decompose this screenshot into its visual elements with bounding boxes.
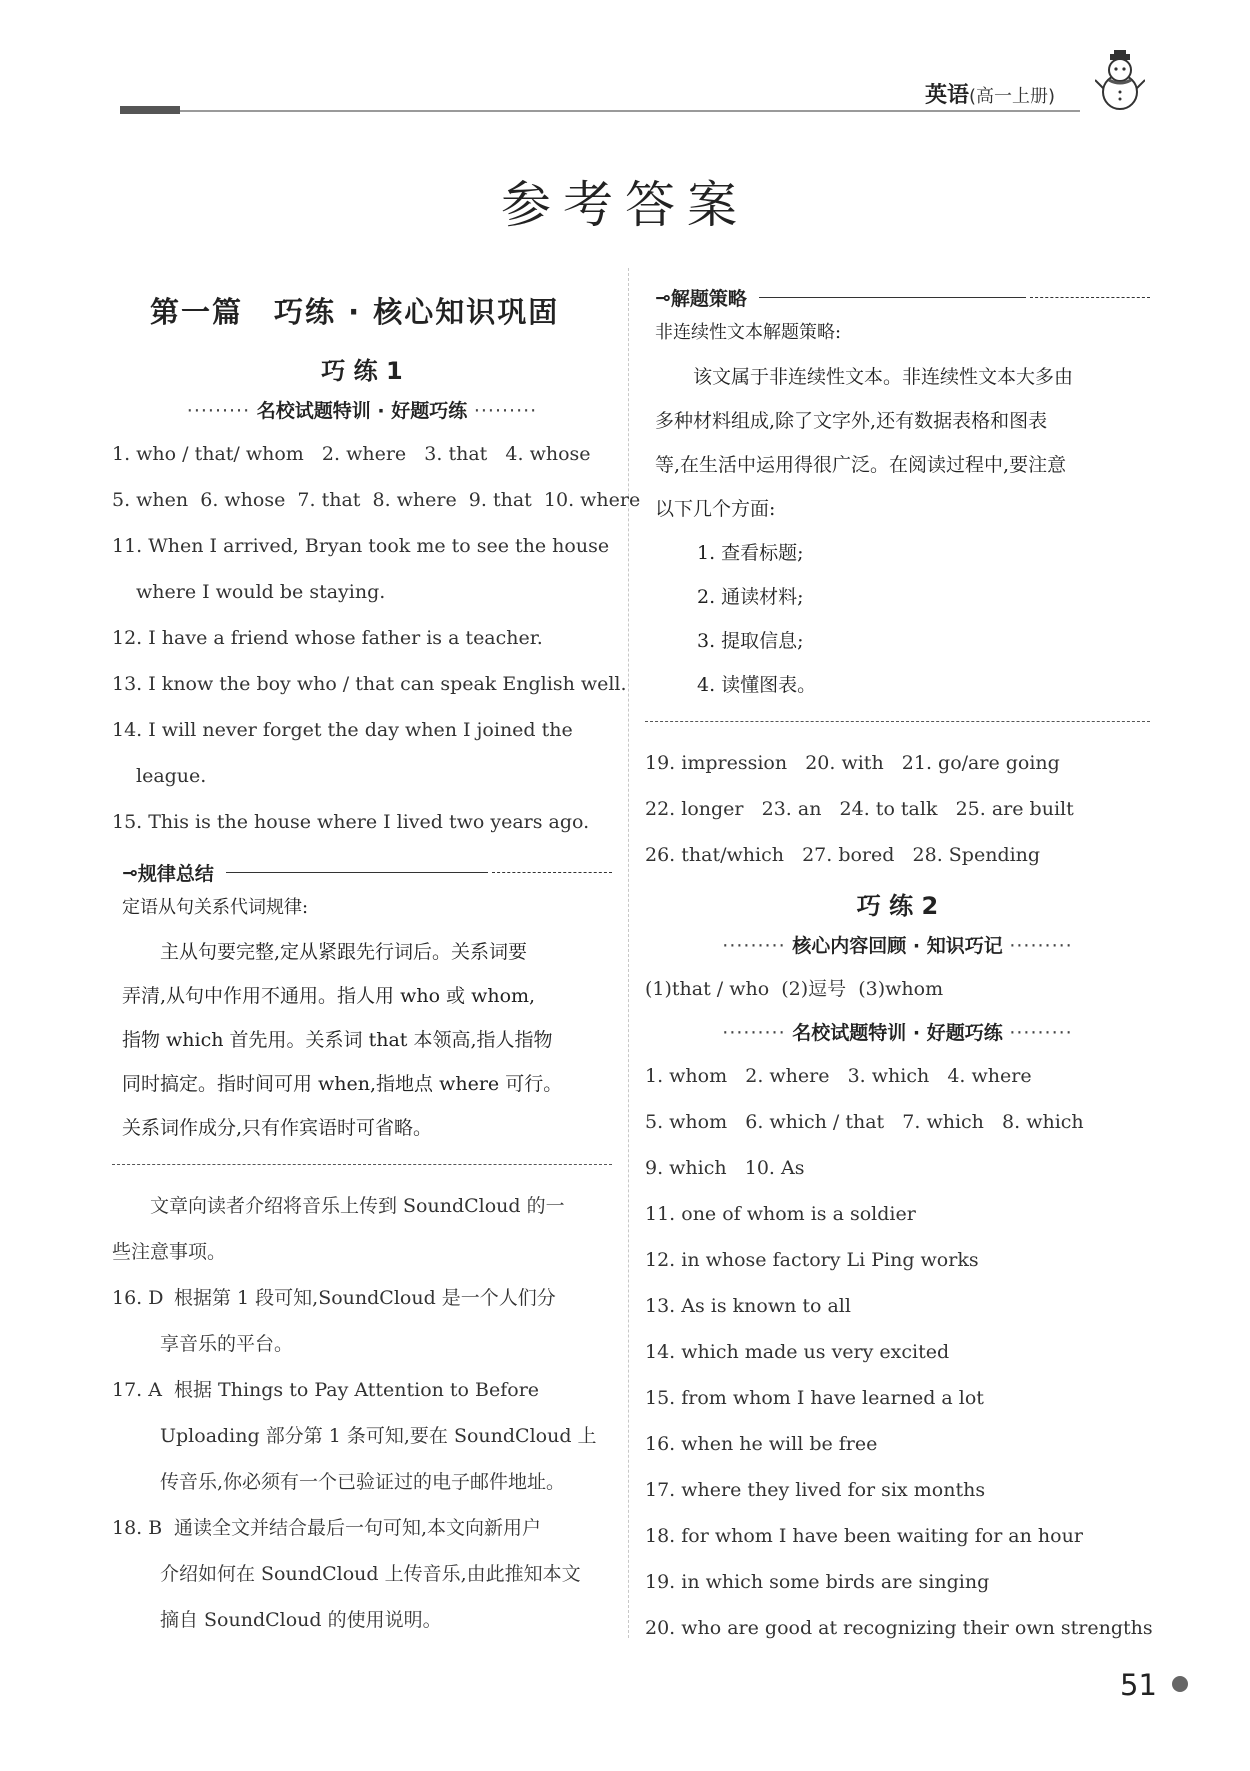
box-marker-icon: ⊸ bbox=[655, 286, 671, 309]
left-column bbox=[112, 285, 641, 1643]
answer-row: 5. whom 6. which / that 7. which 8. which bbox=[645, 1111, 1084, 1133]
box-marker-icon: ⊸ bbox=[122, 861, 138, 884]
column-divider bbox=[628, 268, 629, 1638]
part-title: 第一篇 巧练 · 核心知识巩固 bbox=[150, 295, 560, 329]
box-line: 主从句要完整,定从紧跟先行词后。关系词要 bbox=[160, 941, 528, 963]
review-answers: (1)that / who (2)逗号 (3)whom bbox=[645, 978, 944, 1000]
answer-line: where I would be staying. bbox=[136, 581, 386, 603]
box-line: 关系词作成分,只有作宾语时可省略。 bbox=[122, 1117, 433, 1139]
box-item: 3. 提取信息; bbox=[697, 630, 804, 652]
answer-line: 13. I know the boy who / that can speak English well. bbox=[112, 673, 627, 695]
answer-row: 22. longer 23. an 24. to talk 25. are built bbox=[645, 798, 1074, 820]
box-intro: 非连续性文本解题策略: bbox=[655, 322, 842, 343]
answer-line: 13. As is known to all bbox=[645, 1295, 851, 1317]
box-line: 弄清,从句中作用不通用。指人用 who 或 whom, bbox=[122, 985, 536, 1007]
answer-row: 1. who / that/ whom 2. where 3. that 4. whose bbox=[112, 443, 591, 465]
right-column bbox=[645, 270, 1153, 1651]
answer-line: 14. I will never forget the day when I joined the bbox=[112, 719, 573, 741]
answer-line: 15. This is the house where I lived two years ago. bbox=[112, 811, 590, 833]
header-subject: 英语(高一上册) bbox=[925, 83, 1056, 108]
snowman-icon bbox=[1095, 50, 1145, 112]
answer-line: 19. in which some birds are singing bbox=[645, 1571, 990, 1593]
box-line: 以下几个方面: bbox=[655, 498, 776, 520]
header-rule bbox=[120, 110, 1080, 112]
section-heading: ········· 名校试题特训 · 好题巧练 ········· bbox=[186, 400, 538, 422]
section-heading: ········· 名校试题特训 · 好题巧练 ········· bbox=[722, 1022, 1073, 1044]
answer-line: 16. when he will be free bbox=[645, 1433, 878, 1455]
section-heading: ········· 核心内容回顾 · 知识巧记 ········· bbox=[722, 935, 1073, 957]
answer-line: 12. in whose factory Li Ping works bbox=[645, 1249, 979, 1271]
answer-line: 18. for whom I have been waiting for an hour bbox=[645, 1525, 1083, 1547]
answer-line: 11. one of whom is a soldier bbox=[645, 1203, 916, 1225]
page-number: 51 bbox=[1120, 1668, 1157, 1702]
answer-line: 14. which made us very excited bbox=[645, 1341, 950, 1363]
answer-line: 17. where they lived for six months bbox=[645, 1479, 986, 1501]
lesson-title: 巧 练 1 bbox=[321, 357, 403, 385]
page-title: 参考答案 bbox=[501, 176, 749, 234]
page-dot-icon bbox=[1172, 1676, 1188, 1692]
answer-line: 12. I have a friend whose father is a teacher. bbox=[112, 627, 543, 649]
answer-row: 1. whom 2. where 3. which 4. where bbox=[645, 1065, 1032, 1087]
header-accent bbox=[120, 106, 180, 114]
answer-row: 19. impression 20. with 21. go/are going bbox=[645, 752, 1060, 774]
box-line: 多种材料组成,除了文字外,还有数据表格和图表 bbox=[655, 410, 1048, 432]
answer-line: league. bbox=[136, 765, 207, 787]
box-line: 等,在生活中运用得很广泛。在阅读过程中,要注意 bbox=[655, 454, 1067, 476]
box-line: 该文属于非连续性文本。非连续性文本大多由 bbox=[693, 366, 1074, 388]
box-line: 同时搞定。指时间可用 when,指地点 where 可行。 bbox=[122, 1073, 563, 1095]
box-item: 4. 读懂图表。 bbox=[697, 674, 817, 696]
answer-row: 5. when 6. whose 7. that 8. where 9. that 10. where bbox=[112, 489, 641, 511]
answer-row: 9. which 10. As bbox=[645, 1157, 805, 1179]
passage-summary: 文章向读者介绍将音乐上传到 SoundCloud 的一 bbox=[150, 1195, 565, 1217]
explanation-17: 17. A 根据 Things to Pay Attention to Before Uploading 部分第 1 条可知,要在 SoundCloud 上 传音乐,你必须有一个已验证过的电子邮件地址。 bbox=[112, 1379, 597, 1493]
answer-row: 26. that/which 27. bored 28. Spending bbox=[645, 844, 1041, 866]
box-intro: 定语从句关系代词规律: bbox=[122, 897, 309, 918]
rule-summary-box bbox=[112, 853, 612, 1165]
passage-summary: 些注意事项。 bbox=[112, 1241, 227, 1263]
answer-line: 20. who are good at recognizing their own strengths bbox=[645, 1617, 1153, 1639]
box-item: 2. 通读材料; bbox=[697, 586, 804, 608]
lesson-title: 巧 练 2 bbox=[856, 892, 939, 920]
answer-line: 11. When I arrived, Bryan took me to see the house bbox=[112, 535, 610, 557]
explanation-16: 16. D 根据第 1 段可知,SoundCloud 是一个人们分 享音乐的平台。 bbox=[112, 1287, 556, 1355]
box-heading: ⊸ 规律总结 bbox=[122, 859, 612, 886]
strategy-box bbox=[645, 278, 1150, 722]
box-line: 指物 which 首先用。关系词 that 本领高,指人指物 bbox=[122, 1029, 553, 1051]
answer-line: 15. from whom I have learned a lot bbox=[645, 1387, 984, 1409]
box-item: 1. 查看标题; bbox=[697, 542, 804, 564]
box-heading: ⊸ 解题策略 bbox=[655, 284, 1150, 311]
explanation-18: 18. B 通读全文并结合最后一句可知,本文向新用户 介绍如何在 SoundCloud 上传音乐,由此推知本文 摘自 SoundCloud 的使用说明。 bbox=[112, 1517, 581, 1631]
